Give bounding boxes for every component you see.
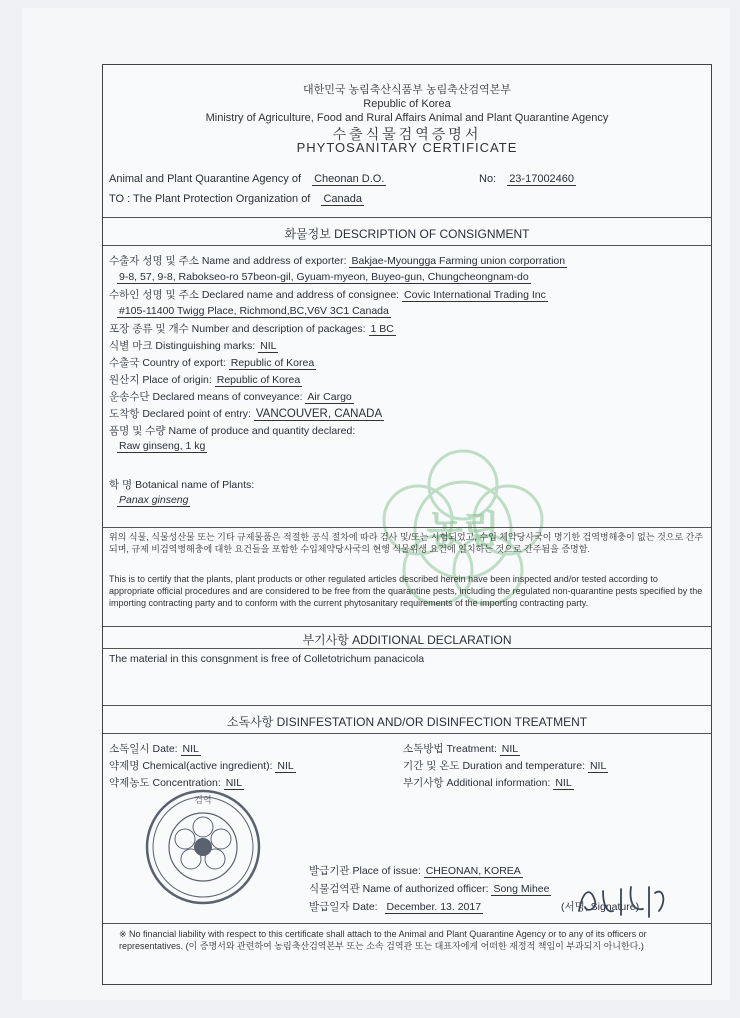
issue-date-row [309,899,483,914]
concentration-label: 약제농도 Concentration: [109,777,221,789]
certificate-frame [102,64,712,985]
botanical-label: 학 명 Botanical name of Plants: [109,479,255,491]
divider [103,923,711,924]
treatment-method-label: 소독방법 Treatment: [403,743,497,755]
officer-name: Song Mihee [493,883,550,895]
additional-info-label: 부기사항 Additional information: [403,777,551,789]
marks-row [109,338,278,353]
packages-value: 1 BC [370,323,394,335]
consignee-address-row [117,305,391,317]
treatment-date-label: 소독일시 Date: [109,743,178,755]
conveyance-value: Air Cargo [307,391,352,403]
produce-value: Raw ginseng, 1 kg [119,440,206,452]
additional-info-row [403,775,574,790]
chemical-value: NIL [277,760,294,772]
export-country-value: Republic of Korea [230,357,315,369]
agency-name-en: Ministry of Agriculture, Food and Rural Affairs Animal and Plant Quarantine Agency [205,112,609,124]
consignee-name: Covic International Trading Inc [404,289,546,301]
destination-row [109,193,364,205]
produce-label: 품명 및 수량 Name of produce and quantity declared: [109,425,356,437]
liability-note-en: ※ No financial liability with respect to this certificate shall attach to the Animal and Plant Quarantine Agency or to any of its officers or representatives. [119,929,647,951]
additional-info-value: NIL [555,777,572,789]
produce-row [109,423,355,438]
certification-text-ko: 위의 식물, 식물성산물 또는 기타 규제물품은 적절한 공식 절차에 따라 검사 및/또는 시험되었고, 수입 체약당사국이 명기한 검역병해충이 없는 것으로 간주되며, 규제 비검역병해충에 대한 요건들을 포함한 수입체약당사국의 현행 식물위생 요건에 일치하는 것으로 간주됨을 증명함. [109,532,704,554]
treatment-date-value: NIL [182,743,199,755]
issue-place-row [309,863,523,878]
treatment-date-row [109,741,201,756]
divider [103,245,711,246]
certificate-number-row [479,173,576,185]
treatment-section-title: 소독사항 DISINFESTATION AND/OR DISINFECTION TREATMENT [226,715,588,729]
issuing-agency-label: Animal and Plant Quarantine Agency of [109,173,302,185]
marks-label: 식별 마크 Distinguishing marks: [109,340,256,352]
duration-value: NIL [589,760,607,772]
signature-label: (서명, Signature) [561,901,640,913]
packages-label: 포장 종류 및 개수 Number and description of packages: [109,323,366,335]
additional-declaration-title: 부기사항 ADDITIONAL DECLARATION [302,633,512,647]
country-name: Republic of Korea [363,98,451,110]
certificate-number-label: No: [479,173,497,185]
title-ko: 수출식물검역증명서 [332,126,482,142]
divider [103,705,711,706]
entry-point-value: VANCOUVER, CANADA [255,408,383,420]
issue-date-label: 발급일자 Date: [309,901,378,913]
divider [103,217,711,218]
packages-row [109,321,396,336]
certificate-header [103,83,711,155]
agency-name-ko: 대한민국 농림축산식품부 농림축산검역본부 [302,84,511,96]
conveyance-label: 운송수단 Declared means of conveyance: [109,391,303,403]
entry-point-label: 도착항 Declared point of entry: [109,408,251,420]
chemical-label: 약제명 Chemical(active ingredient): [109,760,273,772]
issue-place-value: CHEONAN, KOREA [425,865,521,877]
certification-text-en: This is to certify that the plants, plant products or other regulated articles described herein have been inspected and/or tested according to appropriate official procedures and are considered to be free from the quarantine pests, including the regulated non-quarantine pests specified by the importing contracting party and to conform with the current phytosanitary requirements of the importing contracting party. [109,574,703,608]
botanical-row [109,477,254,492]
issue-date-value: December. 13. 2017 [386,901,482,913]
officer-label: 식물검역관 Name of authorized officer: [309,883,489,895]
divider [103,648,711,649]
chemical-row [109,758,296,773]
title-en: PHYTOSANITARY CERTIFICATE [296,140,518,155]
consignee-row [109,287,548,302]
exporter-address: 9-8, 57, 9-8, Rabokseo-ro 57beon-gil, Gyuam-myeon, Buyeo-gun, Chungcheongnam-do [119,271,529,283]
issuing-agency-value: Cheonan D.O. [314,173,385,185]
consignment-section-title: 화물정보 DESCRIPTION OF CONSIGNMENT [284,227,530,241]
origin-value: Republic of Korea [216,374,301,386]
officer-row [309,881,551,896]
exporter-label: 수출자 성명 및 주소 Name and address of exporter: [109,255,347,267]
liability-note [119,928,699,952]
exporter-address-row [117,271,531,283]
official-seal-icon [143,787,263,907]
watermark-text: 농림 [426,508,500,552]
treatment-method-row [403,741,520,756]
divider [103,527,711,528]
origin-row [109,372,302,387]
export-country-label: 수출국 Country of export: [109,357,226,369]
handwritten-signature-icon [573,881,673,921]
liability-note-ko: (이 증명서와 관련하여 농림축산검역본부 또는 소속 검역관 또는 대표자에게 어떠한 재정적 책임이 부과되지 아니한다.) [185,941,644,951]
concentration-value: NIL [225,777,243,789]
exporter-name: Bakjae-Myoungga Farming union corporration [351,255,566,267]
issuing-agency-row [109,173,386,185]
duration-row [403,758,608,773]
origin-label: 원산지 Place of origin: [109,374,212,386]
divider [103,626,711,627]
destination-value: Canada [323,193,362,205]
certificate-number: 23-17002460 [509,173,575,185]
entry-point-row [109,406,384,421]
divider [103,733,711,734]
botanical-value-row [117,494,190,506]
document-page [22,8,730,1000]
treatment-method-value: NIL [501,743,519,755]
additional-declaration-text: The material in this consgnment is free of Colletotrichum panacicola [109,653,425,665]
destination-label: TO : The Plant Protection Organization of [109,193,311,205]
duration-label: 기간 및 온도 Duration and temperature: [403,760,586,772]
produce-value-row [117,440,207,452]
exporter-row [109,253,567,268]
export-country-row [109,355,316,370]
botanical-value: Panax ginseng [119,494,189,506]
consignee-label: 수하인 성명 및 주소 Declared name and address of consignee: [109,289,400,301]
consignee-address: #105-11400 Twigg Place, Richmond,BC,V6V 3C1 Canada [119,305,389,317]
issue-place-label: 발급기관 Place of issue: [309,865,421,877]
conveyance-row [109,389,354,404]
marks-value: NIL [260,340,277,352]
seal-ring-text: 검역 [194,796,212,806]
